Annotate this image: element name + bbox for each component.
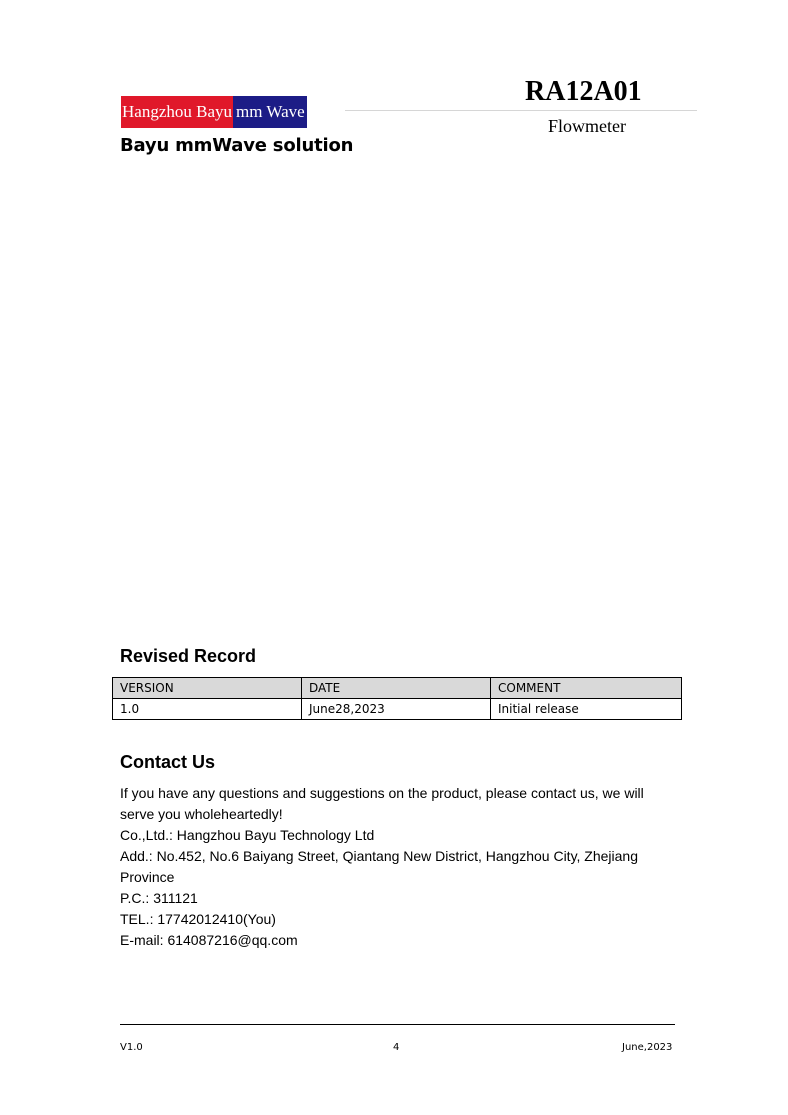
company-logo: [121, 96, 307, 128]
contact-info: [120, 783, 680, 951]
footer-date: June,2023: [622, 1042, 673, 1053]
revision-table: [112, 677, 682, 720]
column-header: VERSION: [113, 678, 302, 699]
model-number: RA12A01: [525, 76, 642, 107]
contact-tel: TEL.: 17742012410(You): [120, 911, 276, 927]
header-divider: [345, 110, 697, 111]
table-header-row: [113, 678, 682, 699]
revised-record-heading: Revised Record: [120, 646, 257, 666]
logo-blue-segment: mm Wave: [233, 96, 307, 128]
contact-address: Add.: No.452, No.6 Baiyang Street, Qiantang New District, Hangzhou City, Zhejiang Province: [120, 848, 639, 885]
footer-divider: [120, 1024, 675, 1025]
logo-red-segment: Hangzhou Bayu: [121, 96, 233, 128]
company-tagline: Bayu mmWave solution: [120, 135, 354, 156]
contact-postcode: P.C.: 311121: [120, 890, 198, 906]
table-cell-version: 1.0: [113, 699, 302, 720]
contact-email: E-mail: 614087216@qq.com: [120, 932, 298, 948]
page-number: 4: [393, 1042, 400, 1053]
column-header: DATE: [302, 678, 491, 699]
column-header: COMMENT: [491, 678, 682, 699]
table-cell-date: June28,2023: [302, 699, 491, 720]
table-cell-comment: Initial release: [491, 699, 682, 720]
product-name: Flowmeter: [548, 116, 626, 136]
footer-version: V1.0: [120, 1042, 143, 1053]
table-row: [113, 699, 682, 720]
contact-heading: Contact Us: [120, 752, 216, 772]
contact-intro: If you have any questions and suggestions on the product, please contact us, we will serve you wholeheartedly!: [120, 785, 644, 822]
contact-company: Co.,Ltd.: Hangzhou Bayu Technology Ltd: [120, 827, 375, 843]
